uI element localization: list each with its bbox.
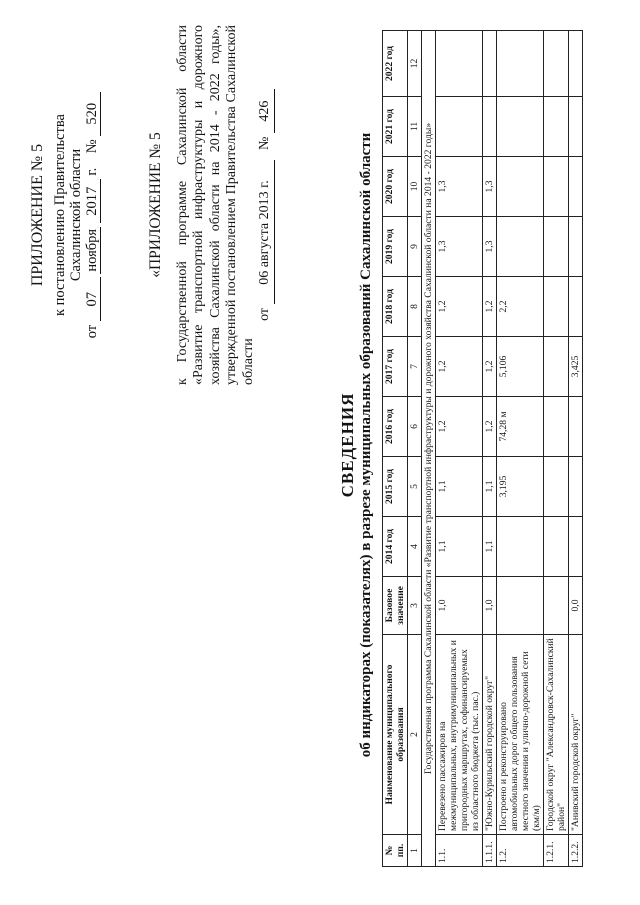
document-heading	[338, 25, 375, 865]
row-value	[544, 157, 569, 217]
row-value	[544, 97, 569, 157]
row-value: 5,106	[497, 337, 544, 397]
row-value	[497, 577, 544, 635]
program-date: 06 августа 2013 г.	[257, 160, 275, 304]
program-appendix-body: к Государственной программе Сахалинской области «Развитие транспортной инфраструктуры и дорожного хозяйства Сахалинской области на 2014 - 2022 годы», утвержденной постановлением Правительства Сахалинской области	[174, 25, 256, 385]
appendix-line-1: к постановлению Правительства	[52, 114, 68, 316]
program-appendix	[148, 25, 275, 385]
row-num: 1.2.	[497, 835, 544, 867]
row-value	[544, 457, 569, 517]
header-year: 2020 год	[383, 157, 408, 217]
program-number: 426	[257, 89, 275, 133]
row-value: 1,1	[436, 517, 483, 577]
row-value	[497, 31, 544, 97]
row-value: 1,1	[483, 457, 497, 517]
header-year: 2019 год	[383, 217, 408, 277]
row-num: 1.1.	[436, 835, 483, 867]
program-date-prefix: от	[257, 307, 272, 321]
row-value	[569, 217, 583, 277]
row-value	[544, 217, 569, 277]
program-number-prefix: №	[257, 136, 272, 150]
row-value: 1,2	[436, 397, 483, 457]
row-value: 1,0	[436, 577, 483, 635]
table-row	[436, 31, 483, 867]
table-row	[544, 31, 569, 867]
indicators-table	[382, 30, 583, 867]
table-row	[497, 31, 544, 867]
row-name: Перевезено пассажиров на межмуниципальных, внутримуниципальных и пригородных маршрутах, софинансируемых из областного бюджета (тыс. пас.)	[436, 635, 483, 835]
row-value	[436, 31, 483, 97]
row-value	[569, 31, 583, 97]
appendix-header	[30, 45, 101, 385]
row-value	[569, 277, 583, 337]
column-number: 5	[408, 457, 422, 517]
row-value: 1,2	[483, 337, 497, 397]
column-number: 12	[408, 31, 422, 97]
row-value: 1,3	[436, 217, 483, 277]
column-number: 7	[408, 337, 422, 397]
row-value	[569, 97, 583, 157]
program-appendix-date-line	[257, 25, 275, 385]
row-num: 1.1.1.	[483, 835, 497, 867]
row-value	[569, 517, 583, 577]
row-value	[483, 31, 497, 97]
row-value: 3,425	[569, 337, 583, 397]
header-year: 2017 год	[383, 337, 408, 397]
row-value	[544, 577, 569, 635]
header-year: 2015 год	[383, 457, 408, 517]
column-number: 2	[408, 635, 422, 835]
row-value: 0,0	[569, 577, 583, 635]
row-value	[544, 31, 569, 97]
row-value: 1,2	[483, 397, 497, 457]
row-value	[544, 337, 569, 397]
heading-title: СВЕДЕНИЯ	[338, 392, 357, 498]
row-value	[497, 517, 544, 577]
row-value	[497, 217, 544, 277]
date-day: 07	[84, 277, 101, 321]
row-value: 74,28 м	[497, 397, 544, 457]
row-value: 1,2	[436, 337, 483, 397]
row-num: 1.2.2.	[569, 835, 583, 867]
column-number: 10	[408, 157, 422, 217]
column-number: 11	[408, 97, 422, 157]
header-year: 2021 год	[383, 97, 408, 157]
date-year: 2017	[84, 179, 101, 223]
row-value	[569, 397, 583, 457]
row-value: 1,1	[436, 457, 483, 517]
column-number: 6	[408, 397, 422, 457]
row-value: 2,2	[497, 277, 544, 337]
row-value: 1,3	[436, 157, 483, 217]
row-value: 1,2	[436, 277, 483, 337]
row-value	[483, 97, 497, 157]
number-prefix: №	[84, 139, 100, 154]
program-row-label: Государственная программа Сахалинской области «Развитие транспортной инфраструктуры и дорожного хозяйства Сахалинской области на 2014 - 2022 годы»	[422, 31, 436, 867]
row-value: 1,0	[483, 577, 497, 635]
row-value: 1,3	[483, 157, 497, 217]
row-value	[497, 157, 544, 217]
table-header-row	[383, 31, 408, 867]
row-name: Построено и реконструировано автомобильных дорог общего пользования местного значения и улично-дорожной сети (км/м)	[497, 635, 544, 835]
program-row	[422, 31, 436, 867]
header-num: № пп.	[383, 835, 408, 867]
column-number: 4	[408, 517, 422, 577]
row-value: 1,3	[483, 217, 497, 277]
document-number: 520	[84, 92, 101, 136]
appendix-title: ПРИЛОЖЕНИЕ № 5	[29, 143, 46, 287]
column-number: 1	[408, 835, 422, 867]
row-value	[436, 97, 483, 157]
row-value	[544, 397, 569, 457]
column-number-row	[408, 31, 422, 867]
row-value	[569, 457, 583, 517]
row-value: 1,2	[483, 277, 497, 337]
row-value	[497, 97, 544, 157]
row-name: "Южно-Курильский городской округ"	[483, 635, 497, 835]
appendix-date-line	[84, 45, 101, 385]
header-base: Базовое значение	[383, 577, 408, 635]
date-prefix: от	[84, 324, 100, 339]
row-num: 1.2.1.	[544, 835, 569, 867]
column-number: 3	[408, 577, 422, 635]
header-name: Наименование муниципального образования	[383, 635, 408, 835]
program-appendix-title: «ПРИЛОЖЕНИЕ № 5	[147, 132, 164, 278]
date-suffix: г.	[84, 167, 100, 176]
row-value	[544, 517, 569, 577]
row-name: "Анивский городской округ"	[569, 635, 583, 835]
header-year: 2018 год	[383, 277, 408, 337]
table-row	[483, 31, 497, 867]
column-number: 8	[408, 277, 422, 337]
column-number: 9	[408, 217, 422, 277]
appendix-line-2: Сахалинской области	[68, 148, 84, 282]
row-value	[569, 157, 583, 217]
date-month: ноября	[84, 228, 100, 272]
header-year: 2022 год	[383, 31, 408, 97]
heading-subtitle: об индикаторах (показателях) в разрезе муниципальных образований Сахалинской области	[358, 132, 374, 758]
row-name: Городской округ "Александровск-Сахалинский район"	[544, 635, 569, 835]
header-year: 2014 год	[383, 517, 408, 577]
header-year: 2016 год	[383, 397, 408, 457]
table-row	[569, 31, 583, 867]
row-value	[544, 277, 569, 337]
row-value: 3,195	[497, 457, 544, 517]
row-value: 1,1	[483, 517, 497, 577]
